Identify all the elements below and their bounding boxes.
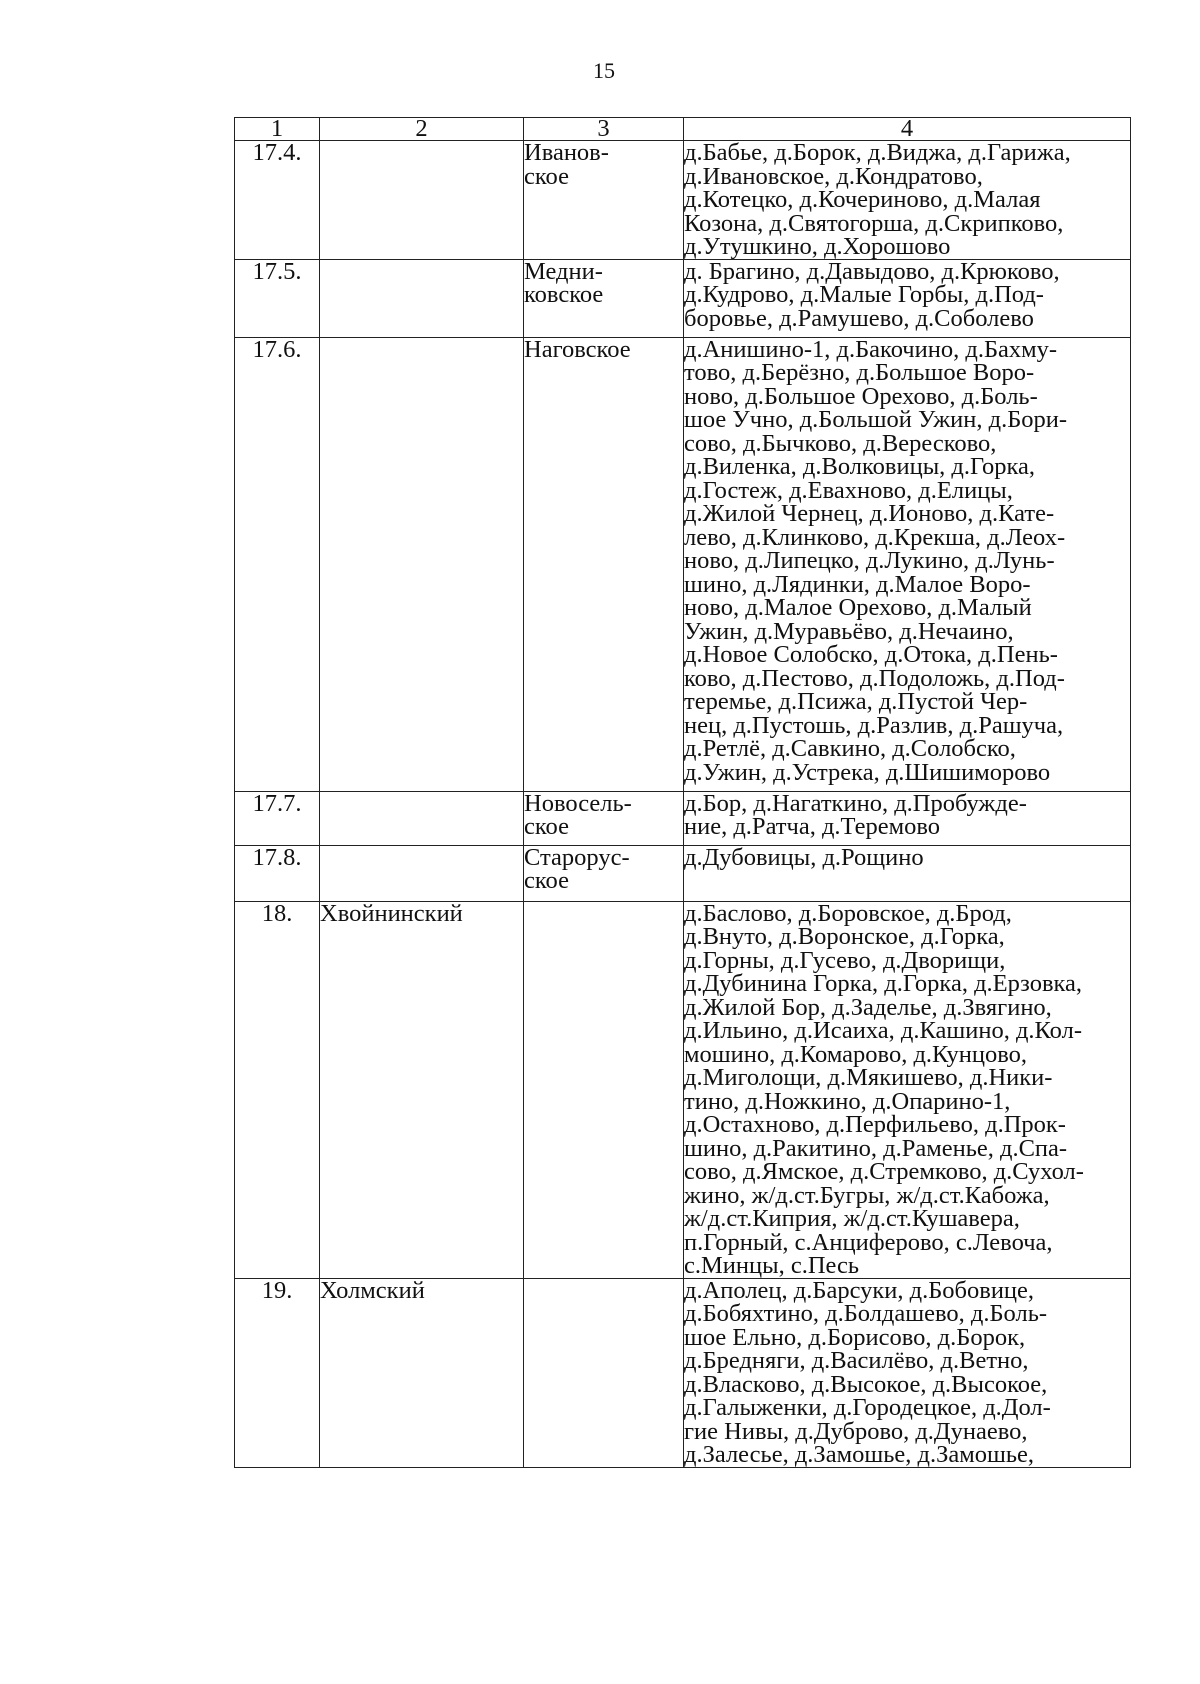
settlement-name [524, 337, 684, 791]
villages-line: жино, ж/д.ст.Бугры, ж/д.ст.Кабожа, [684, 1181, 1050, 1209]
villages-line: д.Миголощи, д.Мякишево, д.Ники- [684, 1064, 1053, 1091]
villages-line: ново, д.Липецко, д.Лукино, д.Лунь- [684, 547, 1055, 574]
villages-line: тово, д.Берёзно, д.Большое Воро- [684, 359, 1035, 386]
district-name [320, 845, 524, 901]
villages-line: ново, д.Большое Орехово, д.Боль- [684, 382, 1038, 410]
villages-line: Ужин, д.Муравьёво, д.Нечаино, [684, 617, 1014, 645]
villages-line: с.Минцы, с.Песь [684, 1252, 860, 1279]
settlement-name-line: ское [524, 867, 569, 894]
villages-line: д.Горны, д.Гусево, д.Дворищи, [684, 946, 1006, 974]
villages-line: д.Дубовицы, д.Рощино [684, 843, 924, 871]
villages-line: д.Галыженки, д.Городецкое, д.Дол- [684, 1394, 1051, 1421]
table-header-row [235, 118, 1131, 141]
settlement-name-line: Иванов- [524, 139, 609, 166]
villages-line: д.Залесье, д.Замошье, д.Замошье, [684, 1441, 1035, 1468]
villages-line: сово, д.Ямское, д.Стремково, д.Сухол- [684, 1158, 1084, 1185]
settlement-name [524, 141, 684, 260]
settlement-name [524, 259, 684, 337]
header-col-3: 3 [524, 118, 684, 141]
villages-line: д.Бор, д.Нагаткино, д.Пробужде- [684, 789, 1027, 817]
villages-line: д.Бабье, д.Борок, д.Виджа, д.Гарижа, [684, 139, 1071, 166]
header-col-1: 1 [235, 118, 320, 141]
settlement-name-line: Новосель- [524, 789, 632, 817]
villages-line: п.Горный, с.Анциферово, с.Левоча, [684, 1228, 1053, 1256]
table-row [235, 791, 1131, 845]
row-number: 19. [235, 1278, 320, 1467]
villages-line: лево, д.Клинково, д.Крекша, д.Леох- [684, 523, 1066, 551]
villages-list [684, 791, 1131, 845]
table-row [235, 337, 1131, 791]
villages-list [684, 901, 1131, 1278]
villages-line: нец, д.Пустошь, д.Разлив, д.Рашуча, [684, 711, 1064, 739]
settlement-name [524, 1278, 684, 1467]
settlement-name-line: ское [524, 162, 569, 190]
villages-list [684, 141, 1131, 260]
villages-line: д.Аполец, д.Барсуки, д.Бобовице, [684, 1276, 1035, 1304]
villages-line: д. Брагино, д.Давыдово, д.Крюково, [684, 257, 1060, 285]
villages-list [684, 845, 1131, 901]
settlements-table [234, 117, 1131, 1468]
villages-line: д.Ужин, д.Устрека, д.Шишиморово [684, 758, 1051, 786]
villages-line: д.Ретлё, д.Савкино, д.Солобско, [684, 735, 1016, 762]
settlement-name [524, 791, 684, 845]
villages-line: д.Бредняги, д.Василёво, д.Ветно, [684, 1347, 1029, 1374]
villages-line: Козона, д.Святогорша, д.Скрипково, [684, 209, 1064, 237]
settlement-name-line: Старорус- [524, 843, 630, 871]
villages-line: ж/д.ст.Киприя, ж/д.ст.Кушавера, [684, 1205, 1020, 1232]
villages-line: д.Жилой Чернец, д.Ионово, д.Кате- [684, 500, 1055, 527]
district-name [320, 259, 524, 337]
table-row [235, 259, 1131, 337]
table-row [235, 1278, 1131, 1467]
table-row [235, 141, 1131, 260]
villages-line: д.Гостеж, д.Евахново, д.Елицы, [684, 476, 1013, 504]
table-row [235, 845, 1131, 901]
row-number: 17.5. [235, 259, 320, 337]
settlement-name-line: Наговское [524, 335, 631, 363]
row-number: 17.8. [235, 845, 320, 901]
villages-line: д.Кудрово, д.Малые Горбы, д.Под- [684, 281, 1044, 308]
villages-line: д.Утушкино, д.Хорошово [684, 233, 951, 260]
villages-line: гие Нивы, д.Дуброво, д.Дунаево, [684, 1417, 1028, 1445]
villages-line: шое Ельно, д.Борисово, д.Борок, [684, 1323, 1026, 1351]
villages-line: д.Внуто, д.Воронское, д.Горка, [684, 923, 1005, 950]
villages-line: д.Ильино, д.Исаиха, д.Кашино, д.Кол- [684, 1017, 1082, 1044]
district-name: Холмский [320, 1278, 524, 1467]
settlement-name-line: Медни- [524, 257, 603, 285]
villages-line: д.Анишино-1, д.Бакочино, д.Бахму- [684, 335, 1058, 363]
villages-line: д.Новое Солобско, д.Отока, д.Пень- [684, 641, 1058, 668]
header-col-2: 2 [320, 118, 524, 141]
district-name [320, 141, 524, 260]
settlement-name [524, 845, 684, 901]
district-name [320, 791, 524, 845]
villages-line: теремье, д.Псижа, д.Пустой Чер- [684, 688, 1028, 715]
page-number: 15 [593, 58, 615, 83]
row-number: 18. [235, 901, 320, 1278]
villages-line: д.Котецко, д.Кочериново, д.Малая [684, 186, 1041, 213]
row-number: 17.7. [235, 791, 320, 845]
villages-line: тино, д.Ножкино, д.Опарино-1, [684, 1087, 1011, 1115]
row-number: 17.6. [235, 337, 320, 791]
villages-line: д.Баслово, д.Боровское, д.Брод, [684, 899, 1012, 927]
villages-line: ново, д.Малое Орехово, д.Малый [684, 594, 1032, 621]
villages-list [684, 1278, 1131, 1467]
villages-line: д.Дубинина Горка, д.Горка, д.Ерзовка, [684, 970, 1083, 997]
villages-line: д.Остахново, д.Перфильево, д.Прок- [684, 1111, 1066, 1138]
district-name [320, 337, 524, 791]
villages-line: шино, д.Ракитино, д.Раменье, д.Спа- [684, 1134, 1068, 1162]
table-row [235, 901, 1131, 1278]
settlement-name-line: ское [524, 813, 569, 840]
villages-line: д.Власково, д.Высокое, д.Высокое, [684, 1370, 1048, 1398]
villages-line: д.Жилой Бор, д.Заделье, д.Звягино, [684, 993, 1052, 1021]
table-body [235, 141, 1131, 1468]
villages-line: ние, д.Ратча, д.Теремово [684, 813, 940, 840]
villages-line: боровье, д.Рамушево, д.Соболево [684, 304, 1034, 332]
settlement-name-line: ковское [524, 281, 604, 308]
row-number: 17.4. [235, 141, 320, 260]
villages-line: д.Ивановское, д.Кондратово, [684, 162, 983, 190]
villages-list [684, 259, 1131, 337]
district-name: Хвойнинский [320, 901, 524, 1278]
villages-line: сово, д.Бычково, д.Вересково, [684, 429, 997, 457]
villages-line: ково, д.Пестово, д.Подоложь, д.Под- [684, 664, 1065, 692]
settlement-name [524, 901, 684, 1278]
villages-line: шино, д.Лядинки, д.Малое Воро- [684, 570, 1031, 598]
header-col-4: 4 [684, 118, 1131, 141]
villages-list [684, 337, 1131, 791]
villages-line: шое Учно, д.Большой Ужин, д.Бори- [684, 406, 1068, 433]
villages-line: д.Бобяхтино, д.Болдашево, д.Боль- [684, 1300, 1048, 1327]
villages-line: мошино, д.Комарово, д.Кунцово, [684, 1040, 1028, 1068]
villages-line: д.Виленка, д.Волковицы, д.Горка, [684, 453, 1036, 480]
